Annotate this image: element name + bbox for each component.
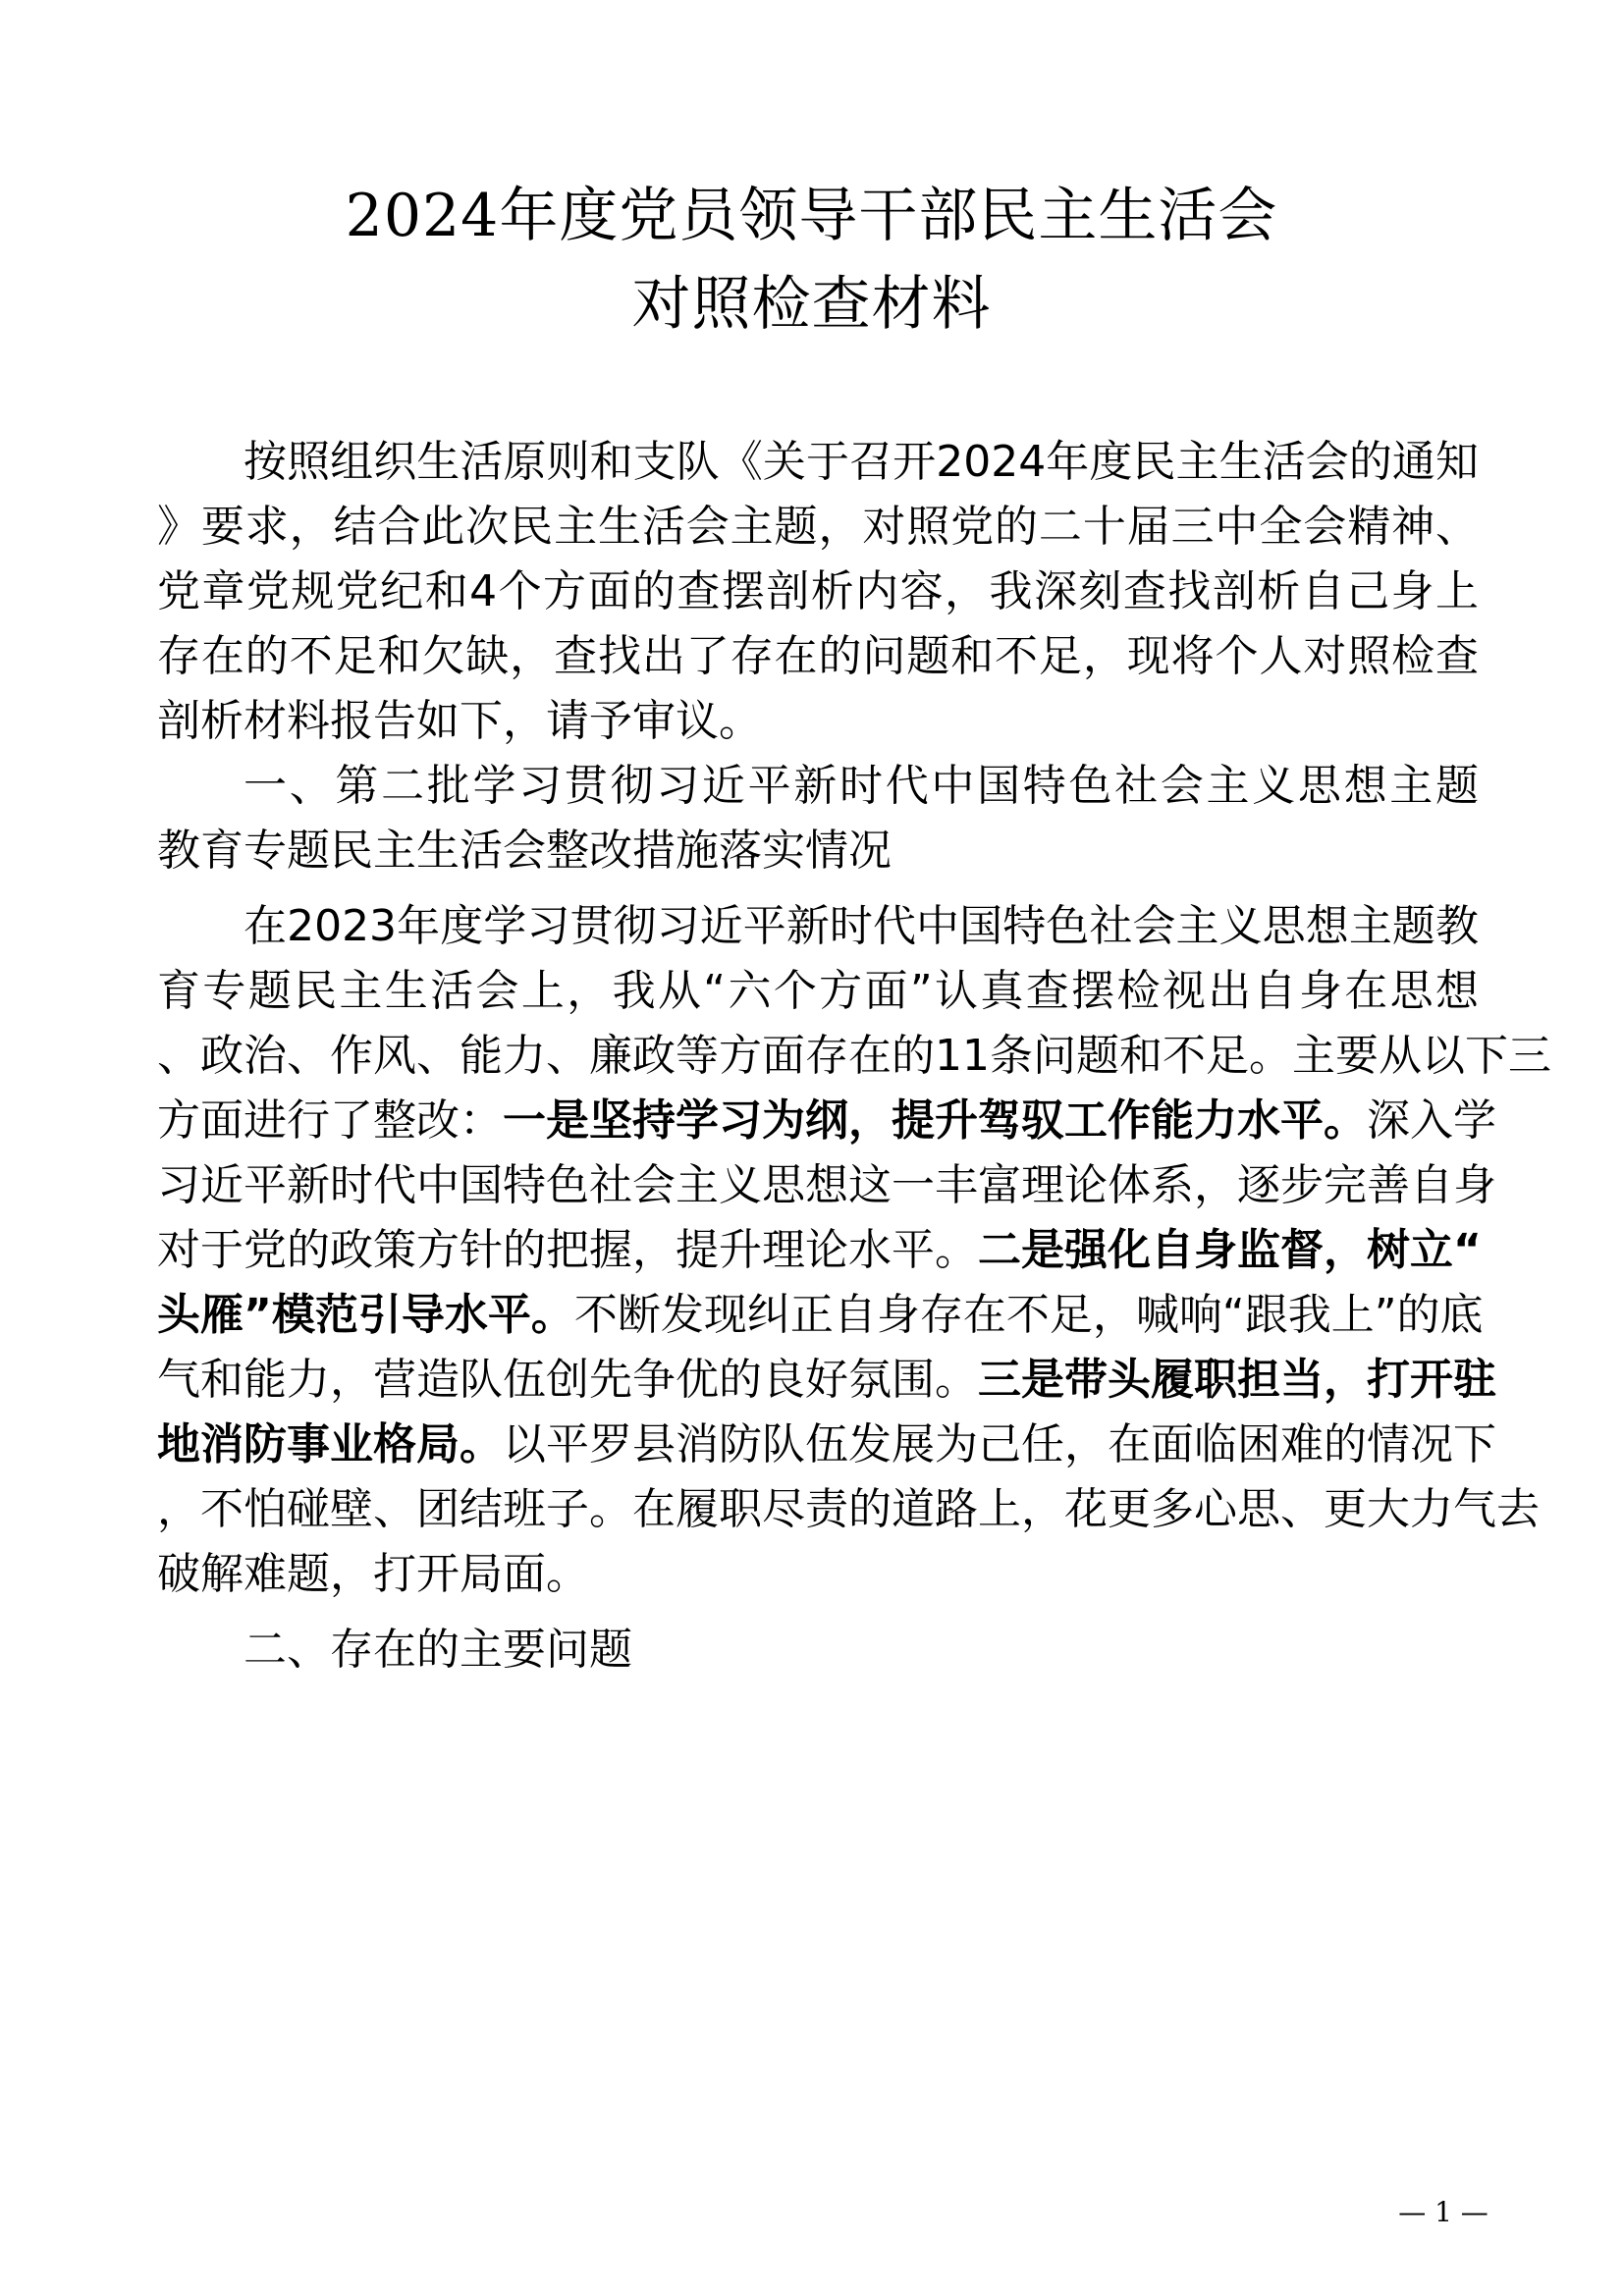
point-two-bold-cont: 头雁”模范引导水平。 (157, 1290, 574, 1340)
section1-body-line-6 (157, 1218, 1482, 1283)
section1-body-line-1: 在2023年度学习贯彻习近平新时代中国特色社会主义思想主题教 (243, 901, 1479, 951)
body-text: 不断发现纠正自身存在不足，喊响“跟我上”的底 (573, 1290, 1484, 1340)
page-number: — 1 — (1398, 2196, 1488, 2228)
point-two-bold: 二是强化自身监督，树立“ (978, 1225, 1482, 1275)
body-text: 对于党的政策方针的把握，提升理论水平。 (157, 1225, 978, 1275)
section1-body-line-8 (157, 1348, 1496, 1413)
intro-line-1: 按照组织生活原则和支队《关于召开2024年度民主生活会的通知 (243, 437, 1479, 487)
section1-heading-line-1: 一、第二批学习贯彻习近平新时代中国特色社会主义思想主题 (243, 761, 1479, 811)
page-title: 2024年度党员领导干部民主生活会 (345, 182, 1278, 250)
body-text: 气和能力，营造队伍创先争优的良好氛围。 (157, 1355, 978, 1405)
intro-line-3: 党章党规党纪和4个方面的查摆剖析内容，我深刻查找剖析自己身上 (157, 566, 1479, 616)
section1-heading-line-2: 教育专题民主生活会整改措施落实情况 (157, 826, 892, 876)
point-three-bold: 三是带头履职担当，打开驻 (978, 1355, 1496, 1405)
point-three-bold-cont: 地消防事业格局。 (157, 1419, 503, 1469)
section1-body-line-2: 育专题民主生活会上，我从“六个方面”认真查摆检视出自身在思想 (157, 966, 1479, 1016)
intro-line-2: 》要求，结合此次民主生活会主题，对照党的二十届三中全会精神、 (157, 502, 1479, 552)
point-one-bold: 一是坚持学习为纲，提升驾驭工作能力水平。 (503, 1095, 1367, 1146)
intro-line-5: 剖析材料报告如下，请予审议。 (157, 696, 762, 746)
page-subtitle: 对照检查材料 (631, 270, 992, 339)
section1-body-line-11: 破解难题，打开局面。 (157, 1549, 589, 1599)
section2-heading: 二、存在的主要问题 (243, 1625, 632, 1675)
section1-body-line-9 (157, 1413, 1496, 1477)
section1-body-line-7 (157, 1283, 1484, 1348)
body-text: 方面进行了整改： (157, 1095, 503, 1146)
body-text: 以平罗县消防队伍发展为己任，在面临困难的情况下 (503, 1419, 1496, 1469)
section1-body-line-10: ，不怕碰壁、团结班子。在履职尽责的道路上，花更多心思、更大力气去 (157, 1484, 1540, 1534)
body-text: 深入学 (1367, 1095, 1496, 1146)
intro-line-4: 存在的不足和欠缺，查找出了存在的问题和不足，现将个人对照检查 (157, 631, 1479, 681)
section1-body-line-5: 习近平新时代中国特色社会主义思想这一丰富理论体系，逐步完善自身 (157, 1160, 1496, 1210)
section1-body-line-3: 、政治、作风、能力、廉政等方面存在的11条问题和不足。主要从以下三 (157, 1031, 1551, 1081)
section1-body-line-4 (157, 1089, 1496, 1153)
